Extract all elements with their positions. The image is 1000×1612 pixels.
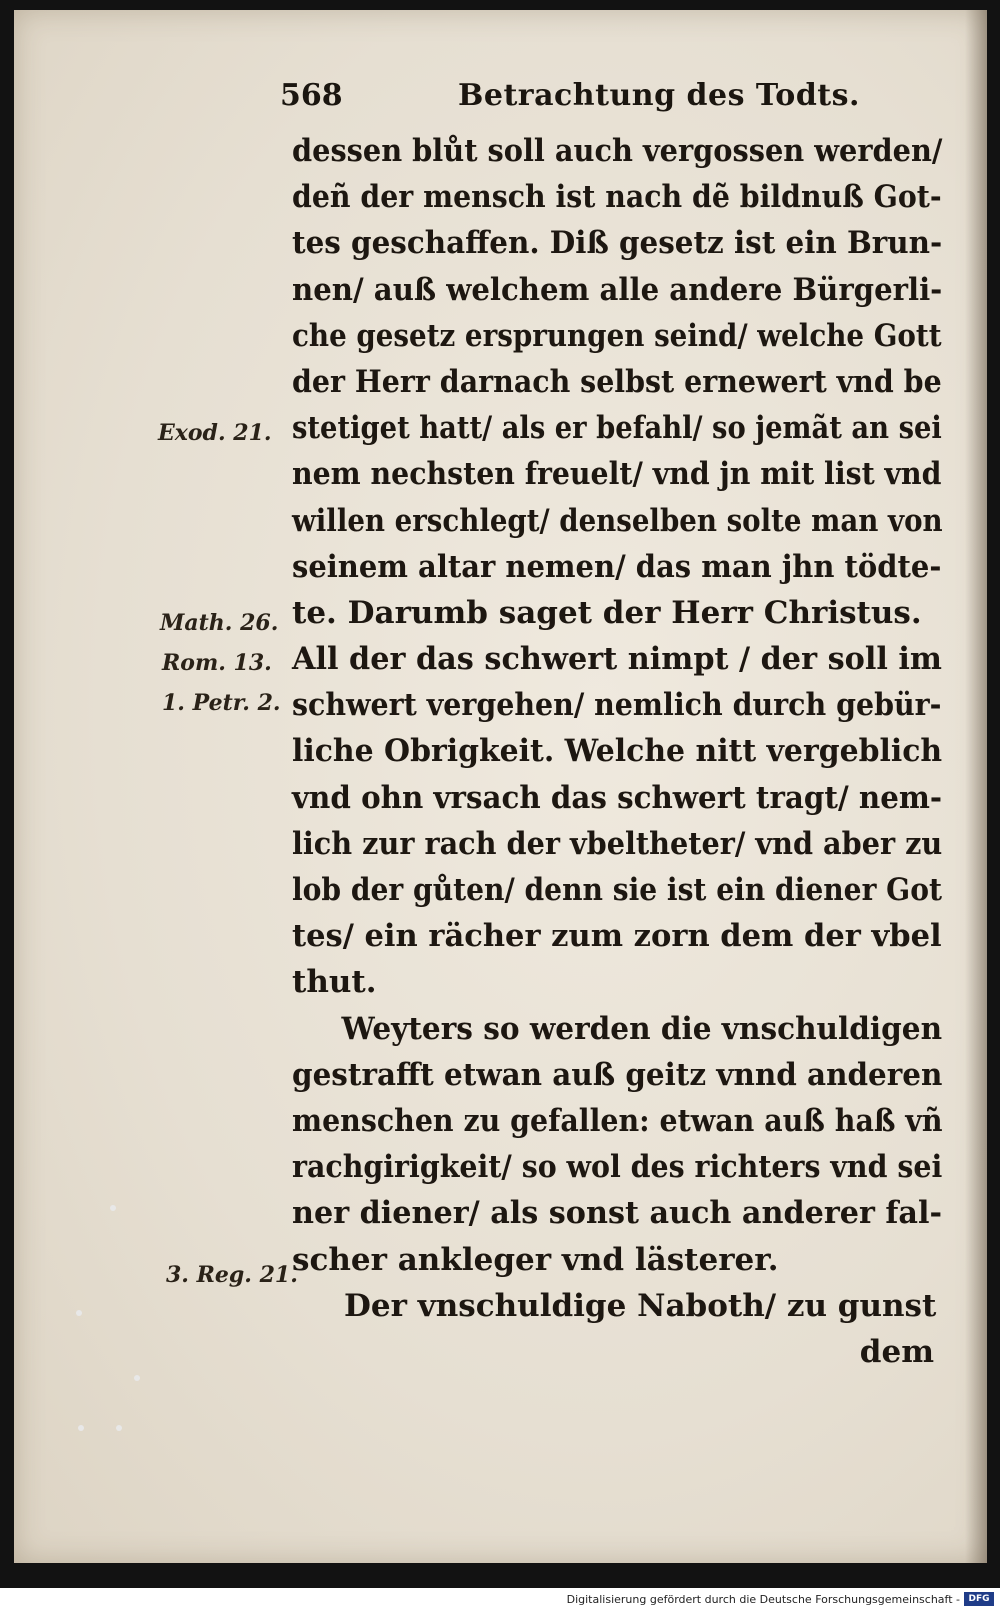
text-line: der Herr darnach selbst ernewert vnd be xyxy=(292,363,942,400)
page-header xyxy=(280,78,950,124)
page-number: 568 xyxy=(280,78,343,113)
marginal-note: Math. 26. xyxy=(160,610,279,636)
marginal-note: Exod. 21. xyxy=(158,420,272,446)
scan-speck xyxy=(134,1375,140,1381)
running-title: Betrachtung des Todts. xyxy=(458,78,860,113)
text-line: seinem altar nemen/ das man jhn tödte- xyxy=(292,548,942,585)
scan-speck xyxy=(76,1310,82,1316)
text-line: lob der gůten/ denn sie ist ein diener Got xyxy=(292,872,942,908)
text-line: schwert vergehen/ nemlich durch gebür- xyxy=(292,687,942,724)
text-line: nen/ auß welchem alle andere Bürgerli- xyxy=(292,271,943,308)
catchword: dem xyxy=(859,1333,934,1370)
body-text xyxy=(292,128,942,1375)
text-line: Weyters so werden die vnschuldigen xyxy=(341,1010,943,1047)
text-line: menschen zu gefallen: etwan auß haß vñ xyxy=(292,1102,943,1139)
text-line: gestrafft etwan auß geitz vnnd anderen xyxy=(292,1056,943,1093)
scan-speck xyxy=(110,1205,116,1211)
text-line: dessen blůt soll auch vergossen werden/ xyxy=(292,133,943,169)
text-line: lich zur rach der vbeltheter/ vnd aber zu xyxy=(292,825,943,862)
scan-speck xyxy=(116,1425,122,1431)
text-line: Der vnschuldige Naboth/ zu gunst xyxy=(344,1287,937,1324)
scan-speck xyxy=(78,1425,84,1431)
marginal-note: 1. Petr. 2. xyxy=(162,690,281,716)
text-line: che gesetz ersprungen seind/ welche Gott xyxy=(292,317,942,354)
page-gutter-shadow xyxy=(965,10,987,1563)
text-line: ner diener/ als sonst auch anderer fal- xyxy=(292,1195,943,1232)
text-line: rachgirigkeit/ so wol des richters vnd sei xyxy=(292,1149,943,1186)
marginal-note: Rom. 13. xyxy=(162,650,272,676)
text-line: tes geschaffen. Diß gesetz ist ein Brun- xyxy=(292,225,943,262)
digitization-footer xyxy=(0,1588,1000,1612)
text-line: stetiget hatt/ als er befahl/ so jemãt an sei xyxy=(292,410,942,447)
text-line: willen erschlegt/ denselben solte man von xyxy=(292,502,943,539)
text-line: te. Darumb saget der Herr Christus. xyxy=(292,594,922,631)
text-line: tes/ ein rächer zum zorn dem der vbel xyxy=(292,918,942,955)
text-line: nem nechsten freuelt/ vnd jn mit list vnd xyxy=(292,456,942,493)
text-line: vnd ohn vrsach das schwert tragt/ nem- xyxy=(292,779,943,816)
dfg-logo: DFG xyxy=(964,1592,994,1606)
text-line: liche Obrigkeit. Welche nitt vergeblich xyxy=(292,733,943,770)
text-line: thut. xyxy=(292,964,377,1001)
footer-credit: Digitalisierung gefördert durch die Deutsche Forschungsgemeinschaft - xyxy=(566,1593,960,1606)
text-line: deñ der mensch ist nach dẽ bildnuß Got- xyxy=(292,179,942,216)
text-line: All der das schwert nimpt / der soll im xyxy=(292,641,942,678)
marginal-note: 3. Reg. 21. xyxy=(166,1262,298,1288)
text-line: scher ankleger vnd lästerer. xyxy=(292,1241,779,1278)
